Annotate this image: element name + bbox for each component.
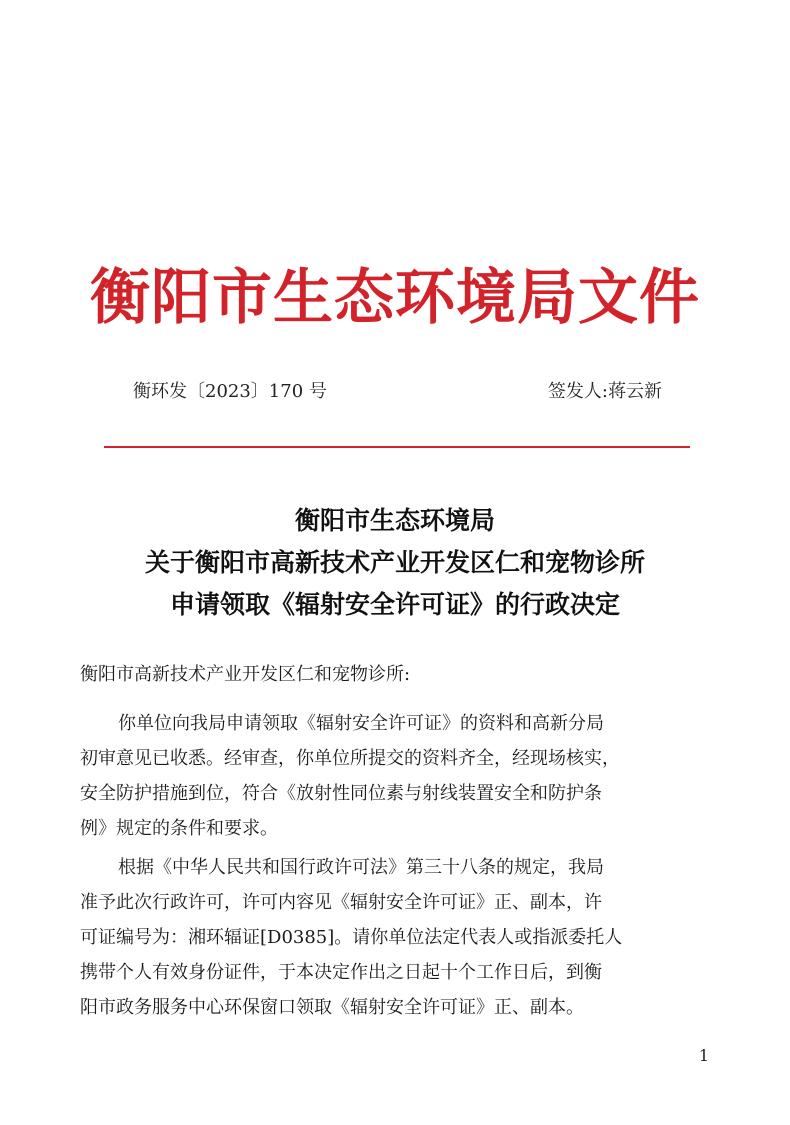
page-number: 1 (698, 1046, 709, 1065)
document-number: 衡环发〔2023〕170 号 (133, 381, 327, 402)
salutation: 衡阳市高新技术产业开发区仁和宠物诊所: (80, 664, 411, 685)
signer: 签发人:蒋云新 (547, 381, 662, 402)
masthead-title: 衡阳市生态环境局文件 (90, 263, 700, 333)
red-divider-line (104, 446, 690, 448)
paragraph-line: 可证编号为：湘环辐证[D0385]。请你单位法定代表人或指派委托人 (80, 927, 623, 948)
paragraph-line: 例》规定的条件和要求。 (80, 818, 278, 839)
paragraph-line: 初审意见已收悉。经审查，你单位所提交的资料齐全，经现场核实， (80, 748, 620, 769)
title-line: 申请领取《辐射安全许可证》的行政决定 (169, 590, 620, 619)
title-line: 关于衡阳市高新技术产业开发区仁和宠物诊所 (144, 548, 645, 577)
paragraph-line: 你单位向我局申请领取《辐射安全许可证》的资料和高新分局 (118, 713, 604, 734)
body-paragraph-1 (80, 706, 720, 846)
body-paragraph-2 (80, 850, 720, 1025)
paragraph-line: 根据《中华人民共和国行政许可法》第三十八条的规定，我局 (118, 857, 604, 878)
paragraph-line: 准予此次行政许可，许可内容见《辐射安全许可证》正、副本，许 (80, 892, 602, 913)
document-title (0, 500, 790, 626)
title-line: 衡阳市生态环境局 (294, 506, 495, 535)
paragraph-line: 安全防护措施到位，符合《放射性同位素与射线装置安全和防护条 (80, 783, 602, 804)
paragraph-line: 阳市政务服务中心环保窗口领取《辐射安全许可证》正、副本。 (80, 997, 584, 1018)
paragraph-line: 携带个人有效身份证件，于本决定作出之日起十个工作日后，到衡 (80, 962, 602, 983)
